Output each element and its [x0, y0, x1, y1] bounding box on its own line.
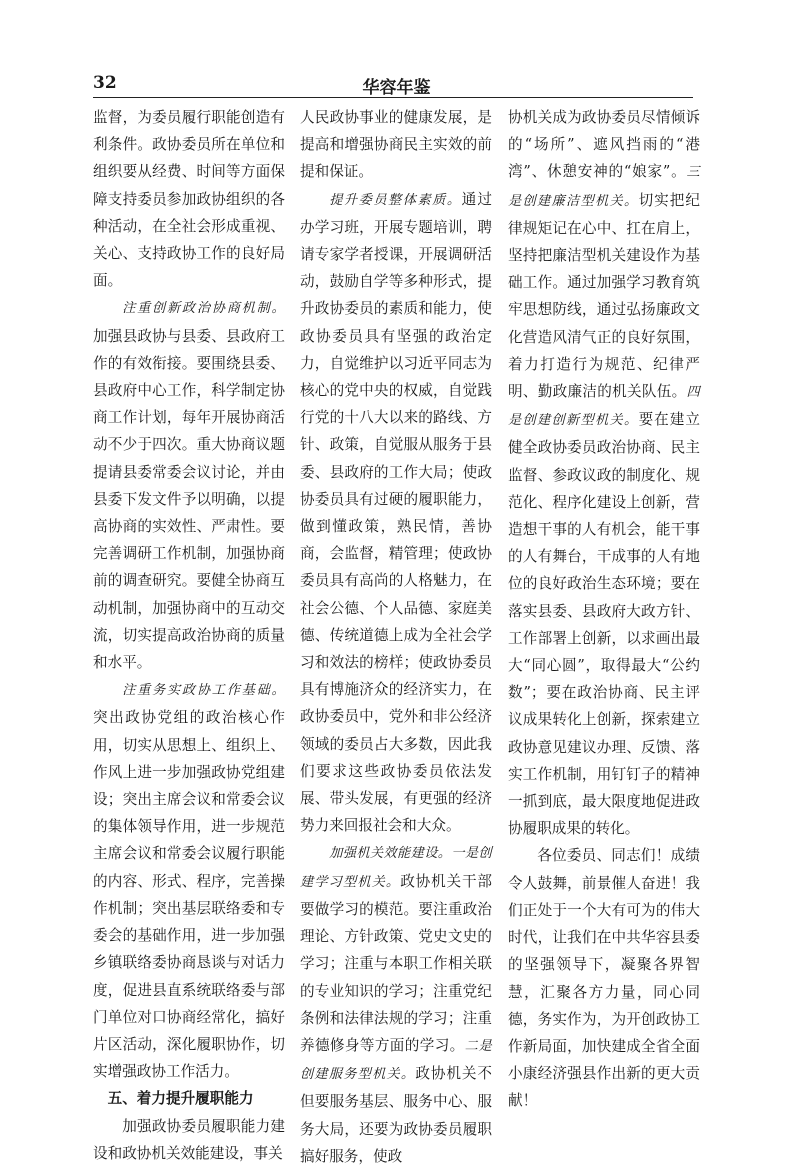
paragraph-lead: 注重创新政治协商机制。: [122, 301, 285, 317]
paragraph-body: 协机关成为政协委员尽情倾诉的“场所”、遮风挡雨的“港湾”、休憩安神的“娘家”。: [508, 109, 700, 181]
header-rule: [93, 97, 693, 98]
paragraph-body: 加强县政协与县委、县政府工作的有效衔接。要围绕县委、县政府中心工作，科学制定协商工作计划，每年开展协商活动不少于四次。重大协商议题提请县委常委会议讨论，并由县委下发文件予以明确，以提高协商的实效性、严肃性。要完善调研工作机制，加强协商前的调查研究。要健全协商互动机制，加强协商中的互动交流，切实提高政治协商的质量和水平。: [93, 327, 285, 672]
paragraph-body: 要在建立健全政协委员政治协商、民主监督、参政议政的制度化、规范化、程序化建设上创新，营造想干事的人有机会，能干事的人有舞台，干成事的人有地位的良好政治生态环境；要在落实县委、县政府大政方针、工作部署上创新，以求画出最大“同心圆”，取得最大“公约数”；要在政治协商、民主评议成果转化上创新，探索建立政协意见建议办理、反馈、落实工作机制，用钉钉子的精神一抓到底，最大限度地促进政协履职成果的转化。: [508, 411, 700, 838]
paragraph-lead: 三是创建廉洁型机关。: [508, 165, 700, 209]
paragraph-lead: 四是创建创新型机关。: [508, 385, 700, 429]
running-title: 华容年鉴: [362, 78, 431, 98]
text-column-2: [300, 104, 492, 1170]
paragraph: 监督，为委员履行职能创造有利条件。政协委员所在单位和组织要从经费、时间等方面保障支持委员参加政协组织的各种活动，在全社会形成重视、关心、支持政协工作的良好局面。: [93, 109, 285, 290]
page-number: 32: [93, 73, 117, 93]
text-column-1: [93, 104, 285, 1167]
paragraph: [300, 186, 492, 840]
text-column-3: [508, 104, 700, 1115]
paragraph-body: 通过办学习班，开展专题培训，聘请专家学者授课，开展调研活动，鼓励自学等多种形式，提升政协委员的素质和能力，使政协委员具有坚强的政治定力，自觉维护以习近平同志为核心的党中央的权威，自觉践行党的十八大以来的路线、方针、政策，自觉服从服务于县委、县政府的工作大局；使政协委员具有过硬的履职能力，做到懂政策，熟民情，善协商，会监督，精管理；使政协委员具有高尚的人格魅力，在社会公德、个人品德、家庭美德、传统道德上成为全社会学习和效法的榜样；使政协委员具有博施济众的经济实力，在政协委员中，党外和非公经济领域的委员占大多数，因此我们要求这些政协委员依法发展、带头发展，有更强的经济势力来回报社会和大众。: [300, 190, 492, 835]
paragraph-lead: 二是创建服务型机关。: [300, 1038, 492, 1083]
paragraph-body: 切实把纪律规矩记在心中、扛在肩上，坚持把廉洁型机关建设作为基础工作。通过加强学习教育筑牢思想防线，通过弘扬廉政文化营造风清气正的良好氛围，着力打造行为规范、纪律严明、勤政廉洁的机关队伍。: [508, 191, 700, 401]
paragraph: 加强政协委员履职能力建设和政协机关效能建设，事关: [93, 1117, 285, 1162]
paragraph-lead: 加强机关效能建设。一是创建学习型机关。: [300, 846, 492, 890]
paragraph: [93, 294, 285, 676]
paragraph-body: 突出政协党组的政治核心作用，切实从思想上、组织上、作风上进一步加强政协党组建设；突出主席会议和常委会议的集体领导作用，进一步规范主席会议和常委会议履行职能的内容、形式、程序，完善操作机制；突出基层联络委和专委会的基础作用，进一步加强乡镇联络委协商恳谈与对话力度，促进县直系统联络委与部门单位对口协商经常化，搞好片区活动，深化履职协作，切实增强政协工作活力。: [93, 709, 285, 1081]
paragraph-body: 政协机关干部要做学习的模范。要注重政治理论、方针政策、党史文史的学习；注重与本职工作相关联的专业知识的学习；注重党纪条例和法律法规的学习；注重养德修身等方面的学习。: [300, 872, 492, 1054]
paragraph: 各位委员、同志们！成绩令人鼓舞，前景催人奋进！我们正处于一个大有可为的伟大时代，让我们在中共华容县委的坚强领导下，凝聚各界智慧，汇聚各方力量，同心同德，务实作为，为开创政协工作新局面，加快建成全省全面小康经济强县作出新的更大贡献！: [508, 847, 700, 1110]
paragraph-body: 政协机关不但要服务基层、服务中心、服务大局，还要为政协委员履职搞好服务，使政: [300, 1065, 492, 1165]
paragraph-lead: 提升委员整体素质。: [329, 192, 462, 208]
section-heading: 五、着力提升履职能力: [107, 1090, 254, 1108]
paragraph: [300, 839, 492, 1169]
paragraph-lead: 注重务实政协工作基础。: [122, 683, 285, 699]
paragraph: 人民政协事业的健康发展，是提高和增强协商民主实效的前提和保证。: [300, 109, 492, 181]
paragraph: [508, 104, 700, 842]
paragraph: [93, 676, 285, 1085]
